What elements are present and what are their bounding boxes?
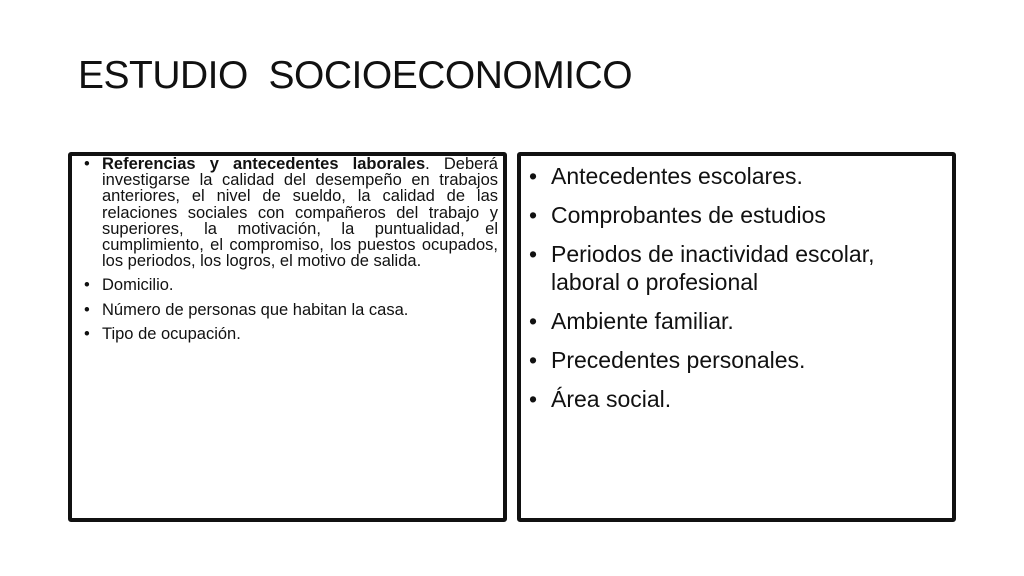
- bullet-icon: •: [84, 324, 90, 343]
- list-item: [525, 307, 945, 335]
- left-bullet-list: [78, 156, 498, 350]
- list-item-text: Área social.: [551, 386, 672, 412]
- list-item-text: Periodos de inactividad escolar, laboral o profesional: [551, 241, 875, 295]
- slide-title: ESTUDIO SOCIOECONOMICO: [78, 54, 633, 97]
- right-bullet-list: [525, 162, 945, 424]
- list-item: [78, 302, 498, 318]
- list-item: [525, 240, 945, 296]
- bullet-icon: •: [529, 202, 538, 228]
- right-content-box: [517, 152, 956, 522]
- list-item: [78, 277, 498, 293]
- list-item-text: Precedentes personales.: [551, 347, 806, 373]
- bullet-icon: •: [84, 155, 90, 173]
- bullet-icon: •: [529, 241, 538, 267]
- list-item-text: Tipo de ocupación.: [102, 324, 241, 343]
- list-item-text: [102, 156, 498, 269]
- list-item-text: Número de personas que habitan la casa.: [102, 300, 409, 319]
- list-item: [78, 326, 498, 342]
- list-item: [525, 346, 945, 374]
- bullet-icon: •: [84, 276, 90, 295]
- bullet-icon: •: [529, 163, 538, 189]
- list-item-text: Domicilio.: [102, 276, 174, 295]
- bullet-icon: •: [529, 386, 538, 412]
- list-item: [78, 156, 498, 269]
- list-item-bold-lead: Referencias y antecedentes laborales: [102, 155, 426, 173]
- list-item-text: Comprobantes de estudios: [551, 202, 826, 228]
- bullet-icon: •: [529, 308, 538, 334]
- left-content-box: [68, 152, 507, 522]
- bullet-icon: •: [84, 300, 90, 319]
- bullet-icon: •: [529, 347, 538, 373]
- list-item-text: Ambiente familiar.: [551, 308, 734, 334]
- list-item-text: Antecedentes escolares.: [551, 163, 803, 189]
- list-item: [525, 385, 945, 413]
- list-item-body: . Deberá investigarse la calidad del desempeño en trabajos anteriores, el nivel de sueldo, la calidad de las relaciones sociales con compañeros del trabajo y superiores, la motivación, la puntualidad, el cumplimiento, el compromiso, los puestos ocupados, los periodos, los logros, el motivo de salida.: [102, 155, 498, 271]
- list-item: [525, 201, 945, 229]
- list-item: [525, 162, 945, 190]
